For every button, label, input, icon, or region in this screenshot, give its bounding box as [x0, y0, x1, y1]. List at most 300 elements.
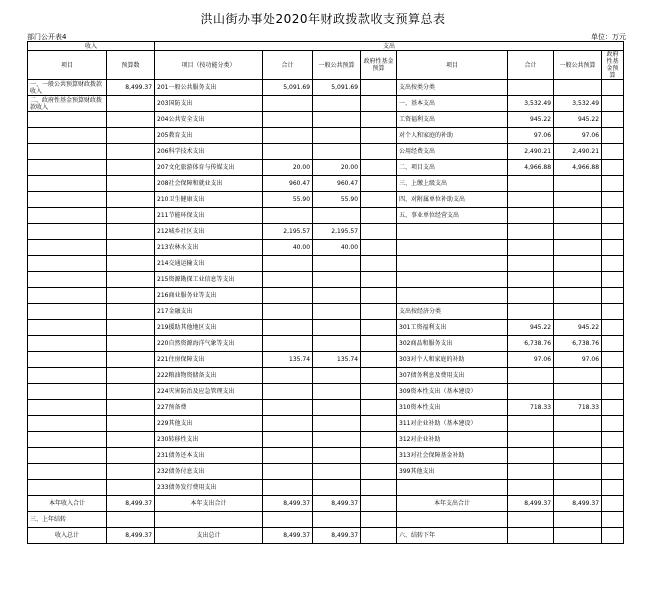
table-row — [28, 256, 624, 272]
func-item-cell: 206科学技术支出 — [155, 144, 263, 160]
income-item-cell: 二、政府性基金预算财政拨款收入 — [28, 96, 107, 112]
econ-fund-cell — [602, 112, 624, 128]
income-item-cell — [28, 448, 107, 464]
income-item-cell — [28, 208, 107, 224]
grand-income-label: 收入总计 — [28, 528, 107, 544]
econ-total-cell — [508, 416, 554, 432]
func-general-cell — [313, 368, 361, 384]
econ-item-cell: 三、上缴上级支出 — [397, 176, 508, 192]
func-total-cell — [263, 128, 313, 144]
func-fund-cell — [361, 448, 397, 464]
func-fund-cell — [361, 352, 397, 368]
func-total-cell — [263, 304, 313, 320]
func-item-cell: 207文化旅游体育与传媒支出 — [155, 160, 263, 176]
func-total-cell — [263, 336, 313, 352]
income-value-cell — [107, 384, 155, 400]
econ-general-cell: 97.06 — [554, 128, 602, 144]
func-general-cell: 960.47 — [313, 176, 361, 192]
econ-item-cell: 五、事业单位经营支出 — [397, 208, 508, 224]
econ-fund-cell — [602, 96, 624, 112]
func-total-cell — [263, 320, 313, 336]
func-total-cell: 2,195.57 — [263, 224, 313, 240]
func-item-cell: 224灾害防治及应急管理支出 — [155, 384, 263, 400]
func-general-cell: 40.00 — [313, 240, 361, 256]
income-header: 收入 — [28, 42, 155, 51]
grand-total-row — [28, 528, 624, 544]
econ-total-cell: 3,532.49 — [508, 96, 554, 112]
carryover-label: 三、上年结转 — [28, 512, 107, 528]
econ-general-cell — [554, 224, 602, 240]
func-fund-cell — [361, 256, 397, 272]
table-body — [28, 80, 624, 496]
func-fund-cell — [361, 304, 397, 320]
col-item: 项目 — [28, 51, 107, 80]
func-general-cell: 5,091.69 — [313, 80, 361, 96]
func-item-cell: 219援助其他地区支出 — [155, 320, 263, 336]
econ-general-cell — [554, 304, 602, 320]
econ-item-cell: 312对企业补助 — [397, 432, 508, 448]
income-item-cell — [28, 384, 107, 400]
func-fund-cell — [361, 288, 397, 304]
econ-general-cell — [554, 448, 602, 464]
func-fund-cell — [361, 400, 397, 416]
func-total-cell — [263, 208, 313, 224]
func-total-cell — [263, 272, 313, 288]
income-value-cell — [107, 304, 155, 320]
func-total-cell: 40.00 — [263, 240, 313, 256]
func-fund-cell — [361, 240, 397, 256]
income-value-cell — [107, 144, 155, 160]
econ-general-cell — [554, 368, 602, 384]
func-fund-cell — [361, 192, 397, 208]
func-total-cell: 135.74 — [263, 352, 313, 368]
func-total-cell: 5,091.69 — [263, 80, 313, 96]
econ-general-cell — [554, 384, 602, 400]
income-value-cell — [107, 240, 155, 256]
income-value-cell — [107, 288, 155, 304]
income-item-cell — [28, 112, 107, 128]
func-total-cell — [263, 96, 313, 112]
econ-fund-cell — [602, 288, 624, 304]
income-item-cell — [28, 128, 107, 144]
econ-general-cell — [554, 432, 602, 448]
table-row — [28, 480, 624, 496]
income-item-cell — [28, 464, 107, 480]
func-general-cell — [313, 480, 361, 496]
econ-item-cell: 303对个人和家庭的补助 — [397, 352, 508, 368]
econ-total-cell — [508, 272, 554, 288]
income-value-cell — [107, 272, 155, 288]
func-general-cell — [313, 208, 361, 224]
income-value-cell — [107, 480, 155, 496]
income-value-cell — [107, 112, 155, 128]
col-gov-fund: 政府性基金预算 — [361, 51, 397, 80]
table-row — [28, 400, 624, 416]
func-fund-cell — [361, 176, 397, 192]
income-value-cell — [107, 432, 155, 448]
econ-general-cell: 945.22 — [554, 112, 602, 128]
econ-item-cell: 工资福利支出 — [397, 112, 508, 128]
year-income-total-value: 8,499.37 — [107, 496, 155, 512]
func-item-cell: 230转移性支出 — [155, 432, 263, 448]
func-fund-cell — [361, 144, 397, 160]
income-value-cell — [107, 208, 155, 224]
econ-item-cell — [397, 240, 508, 256]
func-general-cell: 135.74 — [313, 352, 361, 368]
year-econ-total-value: 8,499.37 — [508, 496, 554, 512]
func-general-cell — [313, 400, 361, 416]
table-row — [28, 240, 624, 256]
econ-total-cell — [508, 176, 554, 192]
econ-item-cell: 302商品和服务支出 — [397, 336, 508, 352]
income-item-cell — [28, 256, 107, 272]
func-total-cell: 960.47 — [263, 176, 313, 192]
page-title: 洪山街办事处2020年财政拨款收支预算总表 — [200, 12, 446, 26]
func-total-cell — [263, 416, 313, 432]
func-general-cell — [313, 416, 361, 432]
econ-general-cell — [554, 416, 602, 432]
econ-item-cell: 301工资福利支出 — [397, 320, 508, 336]
econ-item-cell: 310资本性支出 — [397, 400, 508, 416]
econ-general-cell — [554, 240, 602, 256]
table-row — [28, 272, 624, 288]
func-item-cell: 213农林水支出 — [155, 240, 263, 256]
econ-total-cell — [508, 432, 554, 448]
econ-general-cell: 4,966.88 — [554, 160, 602, 176]
income-value-cell — [107, 416, 155, 432]
econ-total-cell — [508, 448, 554, 464]
year-econ-total-label: 本年支出合计 — [397, 496, 508, 512]
econ-general-cell — [554, 272, 602, 288]
func-item-cell: 204公共安全支出 — [155, 112, 263, 128]
econ-item-cell — [397, 256, 508, 272]
year-econ-total-general: 8,499.37 — [554, 496, 602, 512]
income-item-cell — [28, 240, 107, 256]
func-total-cell — [263, 384, 313, 400]
econ-fund-cell — [602, 128, 624, 144]
econ-general-cell: 97.06 — [554, 352, 602, 368]
table-row — [28, 160, 624, 176]
income-value-cell — [107, 96, 155, 112]
econ-item-cell — [397, 480, 508, 496]
income-item-cell — [28, 400, 107, 416]
income-value-cell — [107, 256, 155, 272]
col-general-budget2: 一般公共预算 — [554, 51, 602, 80]
econ-fund-cell — [602, 144, 624, 160]
func-item-cell: 210卫生健康支出 — [155, 192, 263, 208]
econ-general-cell — [554, 288, 602, 304]
income-value-cell — [107, 464, 155, 480]
func-fund-cell — [361, 480, 397, 496]
func-item-cell: 201一般公共服务支出 — [155, 80, 263, 96]
year-expense-total-general: 8,499.37 — [313, 496, 361, 512]
func-total-cell — [263, 480, 313, 496]
table-row — [28, 224, 624, 240]
func-item-cell: 233债务发行费用支出 — [155, 480, 263, 496]
income-item-cell — [28, 480, 107, 496]
econ-item-cell: 对个人和家庭的补助 — [397, 128, 508, 144]
income-item-cell — [28, 368, 107, 384]
grand-expense-value: 8,499.37 — [263, 528, 313, 544]
econ-fund-cell — [602, 304, 624, 320]
col-gov-fund2: 政府性基金预算 — [602, 51, 624, 80]
func-general-cell — [313, 256, 361, 272]
year-expense-total-value: 8,499.37 — [263, 496, 313, 512]
func-total-cell — [263, 432, 313, 448]
func-item-cell: 232债务付息支出 — [155, 464, 263, 480]
econ-general-cell: 3,532.49 — [554, 96, 602, 112]
econ-fund-cell — [602, 160, 624, 176]
func-item-cell: 215资源勘探工业信息等支出 — [155, 272, 263, 288]
income-value-cell — [107, 160, 155, 176]
year-expense-total-label: 本年支出合计 — [155, 496, 263, 512]
econ-item-cell: 399其他支出 — [397, 464, 508, 480]
income-value-cell — [107, 352, 155, 368]
income-item-cell — [28, 432, 107, 448]
func-total-cell — [263, 256, 313, 272]
income-item-cell — [28, 336, 107, 352]
col-total2: 合计 — [508, 51, 554, 80]
func-item-cell: 222粮油物资储备支出 — [155, 368, 263, 384]
income-value-cell — [107, 368, 155, 384]
func-fund-cell — [361, 80, 397, 96]
func-item-cell: 221住房保障支出 — [155, 352, 263, 368]
income-item-cell — [28, 320, 107, 336]
econ-item-cell — [397, 272, 508, 288]
func-fund-cell — [361, 96, 397, 112]
econ-total-cell — [508, 384, 554, 400]
func-general-cell — [313, 128, 361, 144]
col-budget: 预算数 — [107, 51, 155, 80]
func-general-cell — [313, 448, 361, 464]
econ-total-cell — [508, 80, 554, 96]
func-fund-cell — [361, 208, 397, 224]
econ-item-cell: 311对企业补助（基本建设） — [397, 416, 508, 432]
econ-fund-cell — [602, 400, 624, 416]
func-general-cell — [313, 336, 361, 352]
func-fund-cell — [361, 416, 397, 432]
func-item-cell: 231债务还本支出 — [155, 448, 263, 464]
income-item-cell — [28, 416, 107, 432]
col-total: 合计 — [263, 51, 313, 80]
income-value-cell — [107, 336, 155, 352]
income-value-cell — [107, 128, 155, 144]
econ-item-cell: 309资本性支出（基本建设） — [397, 384, 508, 400]
income-item-cell — [28, 304, 107, 320]
econ-item-cell: 四、对附属单位补助支出 — [397, 192, 508, 208]
grand-expense-label: 支出总计 — [155, 528, 263, 544]
income-item-cell — [28, 224, 107, 240]
func-general-cell: 20.00 — [313, 160, 361, 176]
func-general-cell — [313, 112, 361, 128]
column-header-row — [28, 51, 624, 80]
econ-item-cell: 支出按类分类 — [397, 80, 508, 96]
func-total-cell — [263, 288, 313, 304]
econ-item-cell: 二、项目支出 — [397, 160, 508, 176]
carryover-row — [28, 512, 624, 528]
table-row — [28, 336, 624, 352]
econ-item-cell: 313对社会保障基金补助 — [397, 448, 508, 464]
table-row — [28, 112, 624, 128]
grand-income-value: 8,499.37 — [107, 528, 155, 544]
func-general-cell: 2,195.57 — [313, 224, 361, 240]
func-total-cell: 20.00 — [263, 160, 313, 176]
income-item-cell — [28, 192, 107, 208]
func-fund-cell — [361, 224, 397, 240]
func-item-cell: 212城乡社区支出 — [155, 224, 263, 240]
grand-expense-general: 8,499.37 — [313, 528, 361, 544]
income-item-cell — [28, 352, 107, 368]
econ-total-cell — [508, 464, 554, 480]
income-value-cell — [107, 224, 155, 240]
econ-total-cell: 4,966.88 — [508, 160, 554, 176]
income-item-cell — [28, 144, 107, 160]
func-item-cell: 227预备费 — [155, 400, 263, 416]
econ-fund-cell — [602, 336, 624, 352]
func-item-cell: 205教育支出 — [155, 128, 263, 144]
econ-total-cell — [508, 224, 554, 240]
func-total-cell — [263, 464, 313, 480]
group-header-row — [28, 42, 624, 51]
econ-item-cell: 支出按经济分类 — [397, 304, 508, 320]
econ-fund-cell — [602, 416, 624, 432]
income-value-cell — [107, 400, 155, 416]
econ-fund-cell — [602, 448, 624, 464]
func-general-cell — [313, 288, 361, 304]
econ-fund-cell — [602, 368, 624, 384]
econ-general-cell — [554, 208, 602, 224]
income-value-cell — [107, 176, 155, 192]
econ-fund-cell — [602, 464, 624, 480]
table-row — [28, 368, 624, 384]
econ-general-cell — [554, 480, 602, 496]
table-row — [28, 384, 624, 400]
col-general-budget: 一般公共预算 — [313, 51, 361, 80]
func-general-cell — [313, 432, 361, 448]
func-general-cell — [313, 320, 361, 336]
econ-fund-cell — [602, 80, 624, 96]
income-value-cell — [107, 448, 155, 464]
func-fund-cell — [361, 368, 397, 384]
econ-total-cell — [508, 480, 554, 496]
func-item-cell: 203国防支出 — [155, 96, 263, 112]
econ-general-cell — [554, 256, 602, 272]
func-item-cell: 214交通运输支出 — [155, 256, 263, 272]
func-item-cell: 229其他支出 — [155, 416, 263, 432]
econ-general-cell — [554, 80, 602, 96]
grand-carry-next-label: 六、结转下年 — [397, 528, 508, 544]
func-item-cell: 216商业服务业等支出 — [155, 288, 263, 304]
econ-total-cell — [508, 208, 554, 224]
func-fund-cell — [361, 128, 397, 144]
econ-item-cell — [397, 288, 508, 304]
econ-fund-cell — [602, 176, 624, 192]
table-row — [28, 416, 624, 432]
func-total-cell — [263, 144, 313, 160]
income-value-cell: 8,499.37 — [107, 80, 155, 96]
income-item-cell — [28, 272, 107, 288]
year-total-row — [28, 496, 624, 512]
year-income-total-label: 本年收入合计 — [28, 496, 107, 512]
econ-fund-cell — [602, 224, 624, 240]
expense-header: 支出 — [155, 42, 624, 51]
econ-total-cell — [508, 192, 554, 208]
econ-item-cell: 公用经费支出 — [397, 144, 508, 160]
func-fund-cell — [361, 336, 397, 352]
econ-fund-cell — [602, 352, 624, 368]
econ-general-cell: 945.22 — [554, 320, 602, 336]
func-fund-cell — [361, 320, 397, 336]
econ-total-cell: 6,738.76 — [508, 336, 554, 352]
func-item-cell: 208社会保障和就业支出 — [155, 176, 263, 192]
econ-total-cell — [508, 240, 554, 256]
table-row — [28, 144, 624, 160]
table-row — [28, 448, 624, 464]
econ-total-cell — [508, 304, 554, 320]
econ-fund-cell — [602, 384, 624, 400]
func-fund-cell — [361, 384, 397, 400]
econ-total-cell: 2,490.21 — [508, 144, 554, 160]
econ-general-cell — [554, 464, 602, 480]
col-item2: 项目 — [397, 51, 508, 80]
table-row — [28, 432, 624, 448]
table-row — [28, 96, 624, 112]
econ-fund-cell — [602, 208, 624, 224]
econ-fund-cell — [602, 432, 624, 448]
table-row — [28, 464, 624, 480]
table-row — [28, 288, 624, 304]
econ-general-cell: 6,738.76 — [554, 336, 602, 352]
func-general-cell — [313, 464, 361, 480]
econ-fund-cell — [602, 272, 624, 288]
econ-general-cell — [554, 192, 602, 208]
form-number: 部门公开表4 — [27, 33, 67, 41]
econ-fund-cell — [602, 256, 624, 272]
econ-total-cell: 97.06 — [508, 128, 554, 144]
func-general-cell — [313, 272, 361, 288]
income-item-cell — [28, 160, 107, 176]
func-total-cell: 55.90 — [263, 192, 313, 208]
func-item-cell: 217金融支出 — [155, 304, 263, 320]
table-row — [28, 192, 624, 208]
func-general-cell — [313, 144, 361, 160]
econ-total-cell: 945.22 — [508, 320, 554, 336]
table-row — [28, 304, 624, 320]
income-value-cell — [107, 192, 155, 208]
func-item-cell: 220自然资源海洋气象等支出 — [155, 336, 263, 352]
income-item-cell — [28, 176, 107, 192]
func-total-cell — [263, 112, 313, 128]
econ-total-cell — [508, 288, 554, 304]
econ-total-cell: 718.33 — [508, 400, 554, 416]
income-item-cell — [28, 288, 107, 304]
unit-label: 单位：万元 — [591, 33, 626, 41]
table-row — [28, 208, 624, 224]
econ-item-cell: 一、基本支出 — [397, 96, 508, 112]
func-fund-cell — [361, 112, 397, 128]
econ-general-cell: 2,490.21 — [554, 144, 602, 160]
budget-table — [27, 41, 624, 544]
econ-total-cell — [508, 256, 554, 272]
econ-general-cell: 718.33 — [554, 400, 602, 416]
econ-total-cell: 97.06 — [508, 352, 554, 368]
econ-item-cell: 307债务利息及费用支出 — [397, 368, 508, 384]
econ-fund-cell — [602, 320, 624, 336]
func-total-cell — [263, 400, 313, 416]
econ-fund-cell — [602, 240, 624, 256]
func-fund-cell — [361, 464, 397, 480]
table-row — [28, 128, 624, 144]
